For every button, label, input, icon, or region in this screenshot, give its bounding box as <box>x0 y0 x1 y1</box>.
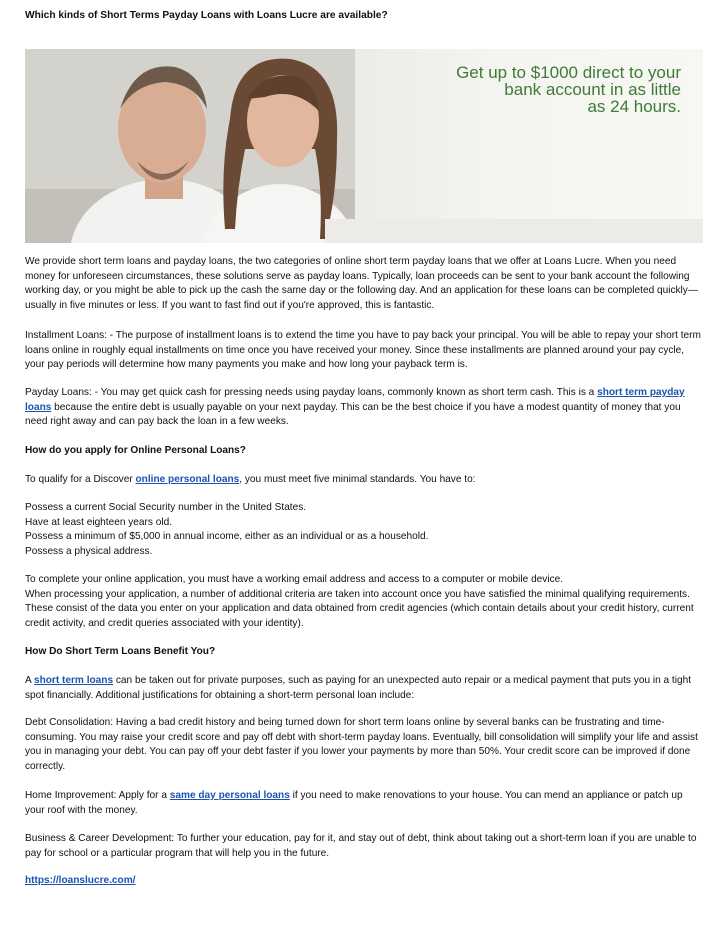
home-improvement-paragraph: Home Improvement: Apply for a same day personal loans if you need to make renovations to your house. You can mend an appliance or patch up your roof with the money. <box>25 790 683 816</box>
hero-banner <box>25 49 703 243</box>
website-link[interactable]: https://loanslucre.com/ <box>25 875 136 886</box>
section-heading-benefit: How Do Short Term Loans Benefit You? <box>25 646 216 657</box>
debt-consolidation-paragraph: Debt Consolidation: Having a bad credit history and being turned down for short term loans online by several banks can be frustrating and time-consuming. You may raise your credit score and pay off debt with short-term payday loans. Eventually, bill consolidation will simplify your life and assist you in managing your debt. You can pay off your debt faster if you lower your payments by more than 50%. Your credit score can be improved if done correctly. <box>25 717 698 772</box>
benefit-paragraph: A short term loans can be taken out for private purposes, such as paying for an unexpected auto repair or a medical payment that puts you in a tight spot financially. Additional justifications for obtaining a short-term personal loan include: <box>25 675 692 701</box>
short-term-loans-link[interactable]: short term loans <box>33 675 114 686</box>
application-paragraph: To complete your online application, you must have a working email address and access to a computer or mobile device. When processing your application, a number of additional criteria are taken into account once you have satisfied the minimal qualifying requirements. These consist of the data you enter on your application and data obtained from credit agencies (which contain details about your credit history, current credit activity, and credit queries associated with your identity). <box>25 574 694 629</box>
requirements-list <box>25 501 703 559</box>
list-item: Have at least eighteen years old. <box>25 516 173 528</box>
payday-paragraph: Payday Loans: - You may get quick cash for pressing needs using payday loans, commonly known as short term cash. This is a short term payday loans because the entire debt is usually payable on your next payday. This can be the best choice if you have a modest quantity of money that you need right away and can pay back the loan in a few weeks. <box>25 387 685 428</box>
online-personal-loans-link[interactable]: online personal loans <box>135 474 240 485</box>
qualify-paragraph: To qualify for a Discover online personal loans, you must meet five minimal standards. You have to: <box>25 474 476 485</box>
promo-text: Get up to $1000 direct to your bank account in as little as 24 hours. <box>456 63 681 116</box>
list-item: Possess a minimum of $5,000 in annual income, either as an individual or as a household. <box>25 531 429 543</box>
same-day-personal-loans-link[interactable]: same day personal loans <box>169 790 290 801</box>
page-title: Which kinds of Short Terms Payday Loans with Loans Lucre are available? <box>25 10 388 21</box>
business-paragraph: Business & Career Development: To further your education, pay for it, and stay out of debt, think about taking out a short-term loan if you are unable to pay for school or a particular program that will help you in the future. <box>25 833 697 859</box>
short-term-payday-loans-link[interactable]: short term payday loans <box>25 387 685 413</box>
list-item: Possess a current Social Security number in the United States. <box>25 502 307 513</box>
list-item: Possess a physical address. <box>25 545 153 557</box>
section-heading-apply: How do you apply for Online Personal Loans? <box>25 445 246 456</box>
installment-paragraph: Installment Loans: - The purpose of installment loans is to extend the time you have to pay back your principal. You will be able to repay your short term loans online in roughly equal installments on time once you have received your money. Since these installments are planned around your pay cycle, your pay periods will determine how many payments you make and how long your payback term is. <box>25 330 701 371</box>
couple-photo <box>25 49 355 243</box>
intro-paragraph: We provide short term loans and payday loans, the two categories of online short term payday loans that we offer at Loans Lucre. When you need money for unforeseen circumstances, these solutions serve as payday loans. Typically, loan proceeds can be sent to your bank account the following working day, or you might be able to pick up the cash the same day or the following day. And an application for these loans can be completed quickly—usually in five minutes or less. If you want to fast find out if you're approved, this is fantastic. <box>25 256 698 311</box>
footer <box>25 874 703 889</box>
